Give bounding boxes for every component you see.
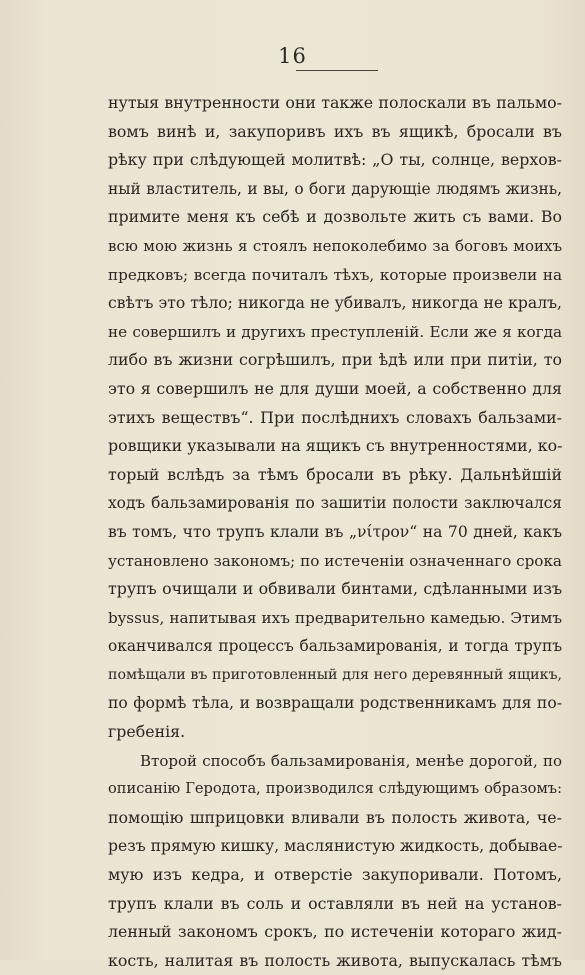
page-number: 16 bbox=[278, 44, 307, 68]
paragraph-first-line: Второй способъ бальзамированія, менѣе дорогой, по bbox=[140, 751, 562, 770]
text-line: ходъ бальзамированія по зашитіи полости заключался bbox=[108, 494, 562, 513]
text-line: либо въ жизни согрѣшилъ, при ѣдѣ или при питіи, то bbox=[108, 350, 562, 370]
text-line: описанію Геродота, производился слѣдующимъ образомъ: bbox=[108, 780, 562, 798]
text-line: резъ прямую кишку, маслянистую жидкость, добывае- bbox=[108, 837, 562, 856]
text-line: не совершилъ и другихъ преступленій. Если же я когда bbox=[108, 322, 562, 341]
text-line: помощію шприцовки вливали въ полость живота, че- bbox=[108, 807, 562, 827]
text-line: оканчивался процессъ бальзамированія, и тогда трупъ bbox=[108, 637, 562, 656]
text-line: рѣку при слѣдующей молитвѣ: „О ты, солнце, верхов- bbox=[108, 150, 562, 170]
text-line: кость, налитая въ полость живота, выпускалась тѣмъ bbox=[108, 950, 562, 970]
text-line: ленный закономъ срокъ, по истеченіи котораго жид- bbox=[108, 922, 562, 942]
text-line: установлено закономъ; по истеченіи означеннаго срока bbox=[108, 551, 562, 570]
text-line: въ томъ, что трупъ клали въ „νίτρον“ на 70 дней, какъ bbox=[108, 522, 562, 541]
header-rule bbox=[296, 70, 378, 71]
text-line: трупъ клали въ соль и оставляли въ ней на установ- bbox=[108, 893, 562, 913]
text-line: ровщики указывали на ящикъ съ внутренностями, ко- bbox=[108, 436, 562, 456]
text-line: всю мою жизнь я стоялъ непоколебимо за боговъ моихъ bbox=[108, 236, 562, 255]
text-line: ный властитель, и вы, о боги дарующіе людямъ жизнь, bbox=[108, 179, 562, 198]
paragraph-end-line: гребенія. bbox=[108, 722, 186, 742]
text-line: примите меня къ себѣ и дозвольте жить съ вами. Во bbox=[108, 207, 562, 227]
text-line: помѣщали въ приготовленный для него деревянный ящикъ, bbox=[108, 666, 562, 683]
text-line: мую изъ кедра, и отверстіе закупоривали. Потомъ, bbox=[108, 865, 562, 885]
text-line: торый вслѣдъ за тѣмъ бросали въ рѣку. Дальнѣйшій bbox=[108, 464, 562, 484]
text-line: трупъ очищали и обвивали бинтами, сдѣланными изъ bbox=[108, 579, 562, 599]
text-line: предковъ; всегда почиталъ тѣхъ, которые произвели на bbox=[108, 265, 562, 284]
body-text bbox=[108, 89, 562, 975]
text-line: нутыя внутренности они также полоскали въ пальмо- bbox=[108, 93, 562, 112]
text-line: это я совершилъ не для души моей, а собственно для bbox=[108, 378, 562, 398]
text-line: вомъ винѣ и, закупоривъ ихъ въ ящикѣ, бросали въ bbox=[108, 121, 562, 141]
text-line: этихъ веществъ“. При послѣднихъ словахъ бальзами- bbox=[108, 407, 562, 427]
text-line: по формѣ тѣла, и возвращали родственникамъ для по- bbox=[108, 694, 562, 713]
text-line: byssus, напитывая ихъ предварительно камедью. Этимъ bbox=[108, 608, 562, 627]
text-line: свѣтъ это тѣло; никогда не убивалъ, никогда не кралъ, bbox=[108, 294, 562, 313]
